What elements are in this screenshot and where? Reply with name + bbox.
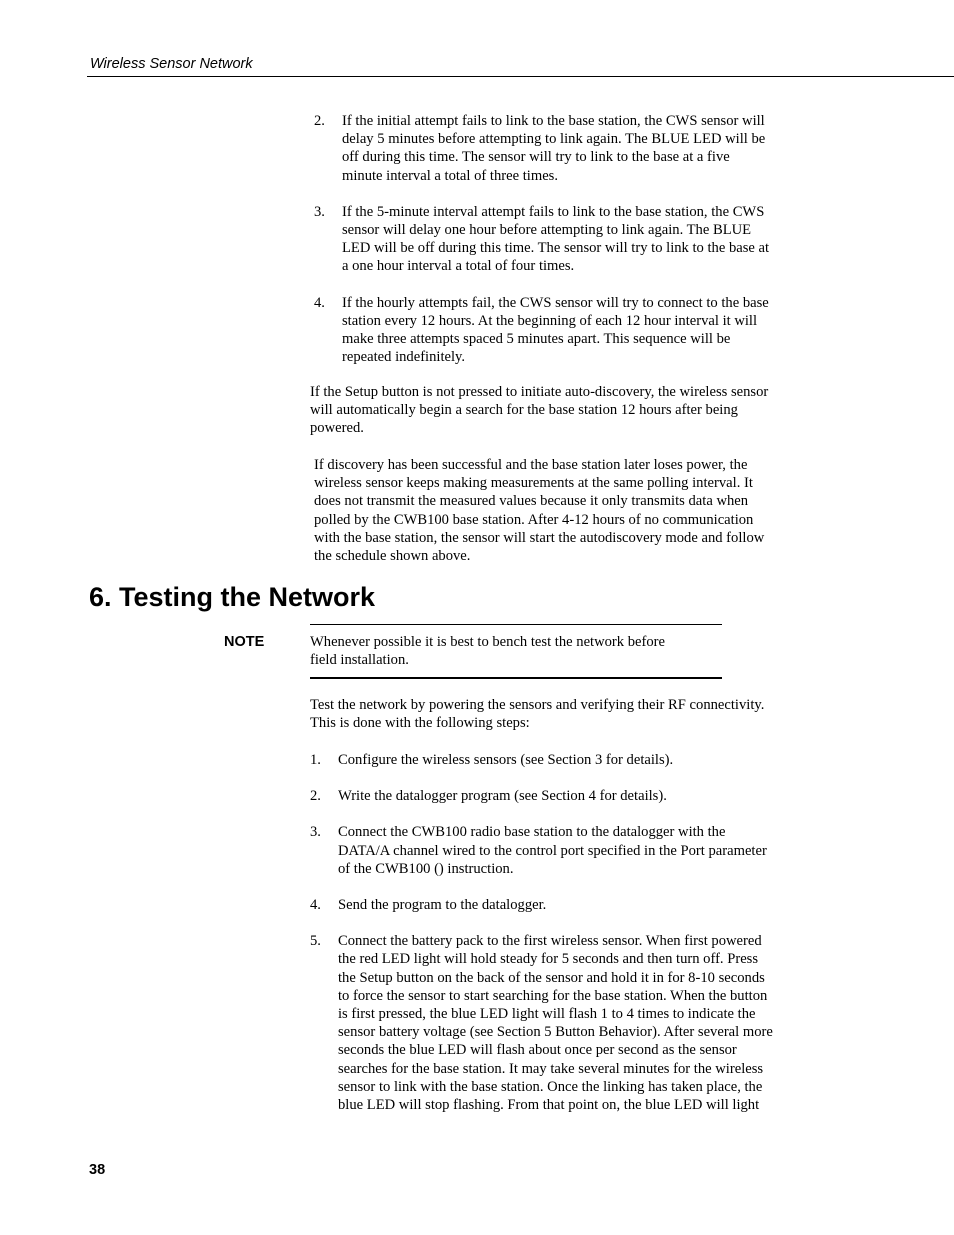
list-item-number: 1. bbox=[310, 752, 321, 768]
setup-button-paragraph bbox=[310, 383, 810, 438]
list-item-text bbox=[338, 896, 815, 914]
text-line: sensor to link with the base station. Once the linking has taken place, the bbox=[338, 1078, 763, 1095]
list-item bbox=[310, 823, 815, 878]
note-text bbox=[310, 633, 719, 669]
text-line: the Setup button on the back of the sensor and hold it in for 8-10 seconds bbox=[338, 969, 765, 986]
page-number: 38 bbox=[89, 1162, 106, 1178]
text-line: delay 5 minutes before attempting to link again. The BLUE LED will be bbox=[342, 131, 766, 148]
text-line: Write the datalogger program (see Section 4 for details). bbox=[338, 788, 667, 805]
list-item-number: 2. bbox=[310, 788, 321, 805]
text-line: polled by the CWB100 base station. After 4-12 hours of no communication bbox=[314, 511, 754, 528]
section-heading: 6. Testing the Network bbox=[89, 582, 376, 612]
text-line: Whenever possible it is best to bench test the network before bbox=[310, 634, 666, 650]
list-item-number: 4. bbox=[310, 897, 321, 914]
list-item-text bbox=[342, 294, 814, 367]
test-intro-paragraph bbox=[310, 696, 810, 732]
list-item bbox=[310, 751, 815, 769]
text-line: wireless sensor keeps making measurements at the same polling interval. It bbox=[314, 475, 753, 492]
text-line: LED will be off during this time. The sensor will try to link to the base at bbox=[342, 240, 770, 257]
text-line: Configure the wireless sensors (see Section 3 for details). bbox=[338, 752, 674, 768]
note-box bbox=[310, 624, 722, 679]
text-line: field installation. bbox=[310, 652, 409, 669]
text-line: of the CWB100 () instruction. bbox=[338, 860, 514, 877]
text-line: the schedule shown above. bbox=[314, 548, 471, 565]
text-line: the red LED light will hold steady for 5 seconds and then turn off. Press bbox=[338, 951, 759, 968]
text-line: If discovery has been successful and the base station later loses power, the bbox=[314, 457, 748, 473]
list-item bbox=[310, 896, 815, 914]
text-line: DATA/A channel wired to the control port specified in the Port parameter bbox=[338, 842, 767, 859]
list-item-number: 4. bbox=[314, 294, 325, 311]
text-line: does not transmit the measured values because it only transmits data when bbox=[314, 493, 749, 510]
list-item-number: 5. bbox=[310, 933, 321, 950]
list-item-number: 2. bbox=[314, 113, 325, 129]
discovery-schedule-list bbox=[314, 112, 814, 366]
text-line: make three attempts spaced 5 minutes apart. This sequence will be bbox=[342, 331, 731, 348]
list-item bbox=[310, 932, 815, 1114]
list-item bbox=[314, 294, 814, 367]
list-item bbox=[310, 787, 815, 805]
text-line: will automatically begin a search for the base station 12 hours after being bbox=[310, 402, 738, 419]
text-line: searches for the base station. It may take several minutes for the wireless bbox=[338, 1060, 764, 1077]
text-line: repeated indefinitely. bbox=[342, 349, 466, 366]
note-label: NOTE bbox=[224, 634, 265, 650]
list-item-text bbox=[342, 203, 814, 276]
text-line: station every 12 hours. At the beginning of each 12 hour interval it will bbox=[342, 312, 758, 329]
text-line: If the initial attempt fails to link to the base station, the CWS sensor will bbox=[342, 113, 765, 129]
text-line: with the base station, the sensor will start the autodiscovery mode and follow bbox=[314, 529, 765, 546]
text-line: a one hour interval a total of four times. bbox=[342, 258, 575, 275]
text-line: sensor battery voltage (see Section 5 Button Behavior). After several more bbox=[338, 1024, 773, 1041]
list-item-text bbox=[338, 823, 815, 878]
text-line: Send the program to the datalogger. bbox=[338, 897, 547, 914]
power-loss-paragraph bbox=[314, 456, 814, 565]
list-item-text bbox=[338, 787, 815, 805]
text-line: minute interval a total of three times. bbox=[342, 167, 558, 184]
list-item bbox=[314, 203, 814, 276]
list-item-text bbox=[338, 932, 815, 1114]
list-item-text bbox=[338, 751, 815, 769]
list-item bbox=[314, 112, 814, 185]
text-line: Test the network by powering the sensors and verifying their RF connectivity. bbox=[310, 697, 765, 713]
header-divider bbox=[87, 76, 954, 77]
running-header-title: Wireless Sensor Network bbox=[90, 56, 253, 72]
text-line: This is done with the following steps: bbox=[310, 715, 530, 732]
text-line: blue LED will stop flashing. From that point on, the blue LED will light bbox=[338, 1097, 760, 1114]
text-line: is first pressed, the blue LED light will flash 1 to 4 times to indicate the bbox=[338, 1006, 756, 1023]
text-line: If the 5-minute interval attempt fails to link to the base station, the CWS bbox=[342, 203, 765, 220]
list-item-number: 3. bbox=[314, 203, 325, 220]
text-line: If the hourly attempts fail, the CWS sensor will try to connect to the base bbox=[342, 294, 769, 311]
text-line: to force the sensor to start searching for the base station. When the button bbox=[338, 987, 768, 1004]
list-item-text bbox=[342, 112, 814, 185]
list-item-number: 3. bbox=[310, 824, 321, 841]
text-line: seconds the blue LED will flash about once per second as the sensor bbox=[338, 1042, 737, 1059]
text-line: Connect the battery pack to the first wireless sensor. When first powered bbox=[338, 933, 762, 950]
text-line: sensor will delay one hour before attempting to link again. The BLUE bbox=[342, 222, 752, 239]
text-line: off during this time. The sensor will try to link to the base at a five bbox=[342, 149, 730, 166]
text-line: powered. bbox=[310, 420, 364, 437]
testing-steps-list bbox=[310, 751, 815, 1114]
text-line: If the Setup button is not pressed to initiate auto-discovery, the wireless sensor bbox=[310, 384, 769, 400]
text-line: Connect the CWB100 radio base station to the datalogger with the bbox=[338, 824, 726, 841]
